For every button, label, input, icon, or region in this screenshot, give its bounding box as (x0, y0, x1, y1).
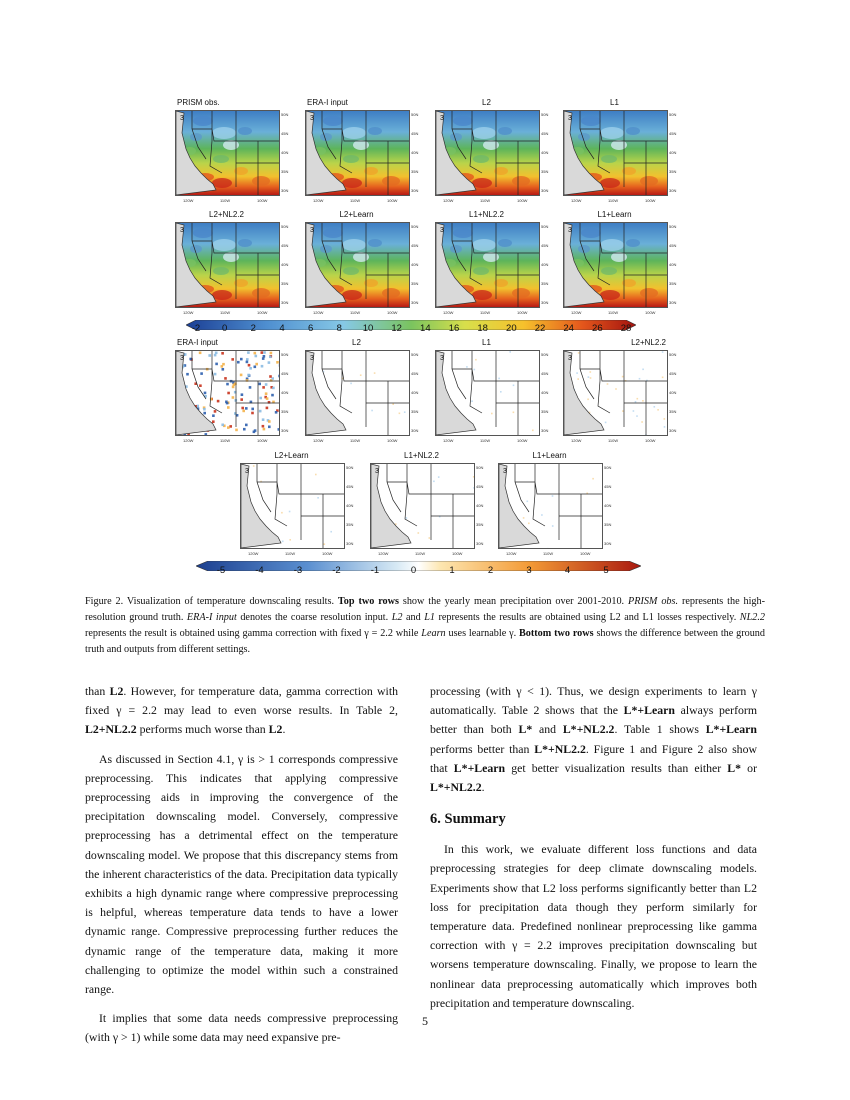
lon-label: 120W (183, 310, 194, 315)
lat-label: 30N (541, 188, 549, 193)
map-panel (435, 98, 562, 208)
lon-label: 120W (313, 438, 324, 443)
lon-label: 110W (220, 310, 231, 315)
map-plot (435, 350, 540, 436)
map-plot (435, 110, 540, 196)
lon-label: 100W (580, 551, 591, 556)
colorbar-tick-label: 4 (279, 323, 285, 334)
lat-label: 50N (669, 112, 677, 117)
colorbar-tick-label: 6 (308, 323, 314, 334)
lat-label: 45N (541, 243, 549, 248)
lon-label: 110W (350, 198, 361, 203)
map-panel-title: L2+Learn (274, 451, 309, 460)
lat-label: 45N (541, 131, 549, 136)
colorbar-tick-label: 2 (250, 323, 256, 334)
lat-label: 40N (411, 390, 419, 395)
colorbar-tick-label: 2 (487, 565, 494, 576)
colorbar-tick-label: -5 (216, 565, 226, 576)
lat-label: 50N (541, 352, 549, 357)
map-panel-title: L2+NL2.2 (631, 338, 666, 347)
map-plot (498, 463, 603, 549)
lat-label: 45N (541, 371, 549, 376)
lat-label: 35N (669, 409, 677, 414)
map-panel (240, 451, 367, 561)
colorbar-tick-label: 0 (410, 565, 417, 576)
lon-label: 110W (350, 438, 361, 443)
lat-label: 50N (669, 352, 677, 357)
colorbar-precip-ticks (191, 323, 632, 335)
lon-label: 110W (480, 198, 491, 203)
map-panel (498, 451, 625, 561)
lon-label: 100W (257, 198, 268, 203)
lat-label: 45N (411, 131, 419, 136)
lat-label: 50N (411, 112, 419, 117)
lon-label: 120W (313, 310, 324, 315)
map-plot (563, 110, 668, 196)
lon-label: 100W (387, 198, 398, 203)
lon-label: 100W (387, 438, 398, 443)
lat-label: 50N (604, 465, 612, 470)
svg-text:3: 3 (180, 355, 184, 362)
colorbar-tick-label: -1 (370, 565, 380, 576)
map-panel (175, 210, 302, 320)
colorbar-tick-label: 5 (603, 565, 609, 576)
map-panel-title: L2+NL2.2 (209, 210, 244, 219)
lat-label: 50N (281, 112, 289, 117)
lat-label: 35N (281, 169, 289, 174)
lon-label: 120W (571, 198, 582, 203)
lat-label: 50N (476, 465, 484, 470)
lat-label: 45N (281, 131, 289, 136)
colorbar-tick-label: -4 (255, 565, 264, 576)
map-plot (370, 463, 475, 549)
map-panel-title: L1+Learn (532, 451, 567, 460)
caption-label: Figure 2. (85, 596, 124, 607)
lat-label: 45N (281, 243, 289, 248)
lat-label: 35N (541, 169, 549, 174)
left-paragraph-3: It implies that some data needs compressive preprocessing (with γ > 1) while some data may need expansive pre- (85, 1011, 398, 1045)
lon-label: 100W (257, 438, 268, 443)
svg-text:3: 3 (180, 115, 184, 122)
lat-label: 45N (476, 484, 484, 489)
lat-label: 35N (476, 522, 484, 527)
lon-label: 100W (387, 310, 398, 315)
svg-text:3: 3 (568, 227, 572, 234)
map-panel (370, 451, 497, 561)
map-plot (563, 222, 668, 308)
map-plot (305, 222, 410, 308)
lon-label: 120W (571, 310, 582, 315)
lat-label: 30N (604, 541, 612, 546)
svg-text:3: 3 (310, 227, 314, 234)
map-panel-title: ERA-I input (177, 338, 218, 347)
colorbar-tick-label: 20 (506, 323, 517, 334)
lon-label: 110W (608, 198, 619, 203)
lat-label: 50N (669, 224, 677, 229)
lon-label: 110W (608, 310, 619, 315)
lon-label: 120W (571, 438, 582, 443)
map-panel (305, 210, 432, 320)
lon-label: 120W (506, 551, 517, 556)
lat-label: 50N (346, 465, 354, 470)
map-panel (175, 338, 302, 448)
lat-label: 30N (411, 428, 419, 433)
svg-text:3: 3 (568, 115, 572, 122)
lat-label: 45N (669, 131, 677, 136)
lon-label: 110W (480, 310, 491, 315)
colorbar-tick-label: -2 (191, 323, 201, 334)
lat-label: 40N (669, 262, 677, 267)
lat-label: 45N (604, 484, 612, 489)
lat-label: 45N (669, 371, 677, 376)
lon-label: 100W (257, 310, 268, 315)
lon-label: 120W (378, 551, 389, 556)
svg-text:3: 3 (440, 355, 444, 362)
lon-label: 110W (608, 438, 619, 443)
lat-label: 50N (281, 224, 289, 229)
lon-label: 120W (248, 551, 259, 556)
map-panel (563, 98, 690, 208)
lat-label: 40N (541, 150, 549, 155)
lat-label: 30N (411, 300, 419, 305)
svg-text:3: 3 (440, 115, 444, 122)
colorbar-tick-label: 1 (449, 565, 455, 576)
right-paragraph-2: In this work, we evaluate different loss functions and data preprocessing strategies for deep climate downscaling models. Experiments show that L2 loss performs significantly better than L2 loss for precipitation data though they perform similarly for temperature data. Predefined nonlinear preprocessing like gamma correction with γ = 2.2 improves precipitation downscaling but worsens temperature downscaling. Finally, we propose to learn the nonlinear data preprocessing automatically which improves both precipitation and temperature downscaling. (430, 842, 757, 1010)
map-panel-title: L2 (352, 338, 361, 347)
lat-label: 30N (669, 428, 677, 433)
map-panel (305, 338, 432, 448)
left-column (85, 682, 398, 1048)
svg-text:3: 3 (310, 115, 314, 122)
lat-label: 35N (346, 522, 354, 527)
lat-label: 30N (411, 188, 419, 193)
lat-label: 40N (476, 503, 484, 508)
svg-text:3: 3 (568, 355, 572, 362)
lon-label: 110W (350, 310, 361, 315)
colorbar-tick-label: 10 (362, 323, 374, 334)
map-panel-title: L1+NL2.2 (469, 210, 504, 219)
lon-label: 100W (645, 310, 656, 315)
lat-label: 30N (281, 300, 289, 305)
map-plot (305, 350, 410, 436)
lat-label: 35N (281, 281, 289, 286)
lon-label: 100W (452, 551, 463, 556)
colorbar-tick-label: 16 (448, 323, 460, 334)
colorbar-tick-label: 4 (564, 565, 571, 576)
lon-label: 120W (443, 438, 454, 443)
lat-label: 45N (281, 371, 289, 376)
lat-label: 30N (541, 300, 549, 305)
lat-label: 40N (281, 150, 289, 155)
lat-label: 50N (411, 224, 419, 229)
map-plot (175, 222, 280, 308)
map-panel-title: L1+NL2.2 (404, 451, 439, 460)
page-number: 5 (422, 1014, 428, 1028)
map-plot (305, 110, 410, 196)
lon-label: 110W (220, 438, 231, 443)
lat-label: 35N (541, 409, 549, 414)
map-panel-title: ERA-I input (307, 98, 348, 107)
lon-label: 110W (220, 198, 231, 203)
left-paragraph-1: than L2. However, for temperature data, gamma correction with fixed γ = 2.2 may lead to even worse results. In Table 2, L2+NL2.2 performs much worse than L2. (85, 684, 399, 737)
lon-label: 100W (322, 551, 333, 556)
lat-label: 35N (604, 522, 612, 527)
svg-text:3: 3 (375, 468, 379, 475)
colorbar-tick-label: 3 (526, 565, 532, 576)
colorbar-tick-label: 24 (563, 323, 574, 334)
lat-label: 35N (411, 281, 419, 286)
map-panel-title: L1+Learn (597, 210, 632, 219)
svg-text:3: 3 (245, 468, 249, 475)
map-panel (563, 338, 690, 448)
lon-label: 120W (183, 198, 194, 203)
lat-label: 50N (411, 352, 419, 357)
lon-label: 120W (443, 198, 454, 203)
colorbar-tick-label: 26 (592, 323, 603, 334)
colorbar-tick-label: 22 (534, 323, 546, 334)
map-panel-title: L1 (482, 338, 491, 347)
lat-label: 35N (669, 281, 677, 286)
lat-label: 40N (281, 390, 289, 395)
lon-label: 100W (645, 198, 656, 203)
lat-label: 35N (411, 169, 419, 174)
map-plot (435, 222, 540, 308)
figure-caption: Figure 2. Visualization of temperature downscaling results. Top two rows show the yearly mean precipitation over 2001-2010. PRISM obs. represents the high-resolution ground truth. ERA-I input denotes the coarse resolution input. L2 and L1 represents the results are obtained using L2 and L1 losses respectively. NL2.2 represents the result is obtained using gamma correction with fixed γ = 2.2 while Learn uses learnable γ. Bottom two rows shows the difference between the ground truth and outputs from different settings. (85, 596, 766, 655)
map-panel (175, 98, 302, 208)
section-heading-summary: 6. Summary (430, 811, 506, 828)
lat-label: 35N (541, 281, 549, 286)
map-plot (175, 350, 280, 436)
lat-label: 40N (541, 390, 549, 395)
colorbar-tick-label: 14 (420, 323, 431, 334)
colorbar-tick-label: 0 (222, 323, 228, 334)
right-column (430, 682, 757, 1013)
lat-label: 45N (411, 371, 419, 376)
colorbar-tick-label: -2 (332, 565, 341, 576)
map-panel-title: L2+Learn (339, 210, 374, 219)
lon-label: 120W (443, 310, 454, 315)
right-paragraph-1: processing (with γ < 1). Thus, we design experiments to learn γ automatically. Table 2 shows that the L*+Learn always perform better than both L* and L*+NL2.2. Table 1 shows L*+Learn performs better than L*+NL2.2. Figure 1 and Figure 2 also show that L*+Learn get better visualization results than either L* or L*+NL2.2. (430, 684, 758, 795)
lon-label: 110W (415, 551, 426, 556)
svg-text:3: 3 (180, 227, 184, 234)
lon-label: 100W (645, 438, 656, 443)
lat-label: 35N (669, 169, 677, 174)
lon-label: 110W (543, 551, 554, 556)
map-plot (563, 350, 668, 436)
lon-label: 100W (517, 198, 528, 203)
lat-label: 50N (541, 112, 549, 117)
lat-label: 30N (281, 428, 289, 433)
map-plot (240, 463, 345, 549)
lat-label: 40N (346, 503, 354, 508)
lat-label: 40N (604, 503, 612, 508)
lat-label: 35N (411, 409, 419, 414)
map-panel-title: PRISM obs. (177, 98, 220, 107)
svg-text:3: 3 (310, 355, 314, 362)
svg-text:3: 3 (440, 227, 444, 234)
map-panel-title: L1 (610, 98, 619, 107)
colorbar-tick-label: 12 (391, 323, 402, 334)
lat-label: 40N (541, 262, 549, 267)
lat-label: 50N (281, 352, 289, 357)
colorbar-diff-ticks (216, 565, 609, 577)
colorbar-tick-label: 18 (477, 323, 488, 334)
lat-label: 35N (281, 409, 289, 414)
lon-label: 100W (517, 310, 528, 315)
left-paragraph-2: As discussed in Section 4.1, γ is > 1 corresponds compressive preprocessing. This indicates that applying compressive preprocessing aids in improving the convergence of the precipitation downscaling model. Conversely, compressive preprocessing has a detrimental effect on the temperature downscaling model. We propose that this discrepancy stems from the inherent characteristics of the data. Precipitation data typically exhibits a high dynamic range where compressive preprocessing is helpful, whereas temperature data tends to have a lower dynamic range. Compressive preprocessing further reduces the dynamic range of the temperature data, making it more challenging to optimize the model within such a constrained range. (85, 751, 398, 997)
map-panel (563, 210, 690, 320)
svg-text:3: 3 (503, 468, 507, 475)
map-panel-title: L2 (482, 98, 491, 107)
lat-label: 45N (346, 484, 354, 489)
lat-label: 40N (281, 262, 289, 267)
map-panel (305, 98, 432, 208)
lat-label: 50N (541, 224, 549, 229)
lon-label: 120W (183, 438, 194, 443)
lat-label: 40N (411, 262, 419, 267)
lon-label: 110W (285, 551, 296, 556)
colorbar-tick-label: 8 (336, 323, 342, 334)
lat-label: 45N (669, 243, 677, 248)
lon-label: 100W (517, 438, 528, 443)
lat-label: 30N (281, 188, 289, 193)
colorbar-tick-label: 28 (620, 323, 632, 334)
lon-label: 110W (480, 438, 491, 443)
colorbar-tick-label: -3 (293, 565, 303, 576)
lat-label: 40N (411, 150, 419, 155)
lat-label: 30N (669, 188, 677, 193)
lat-label: 45N (411, 243, 419, 248)
map-panel (435, 210, 562, 320)
lat-label: 30N (669, 300, 677, 305)
lat-label: 40N (669, 390, 677, 395)
lat-label: 30N (541, 428, 549, 433)
lon-label: 120W (313, 198, 324, 203)
lat-label: 30N (476, 541, 484, 546)
map-panel (435, 338, 562, 448)
lat-label: 30N (346, 541, 354, 546)
lat-label: 40N (669, 150, 677, 155)
map-plot (175, 110, 280, 196)
